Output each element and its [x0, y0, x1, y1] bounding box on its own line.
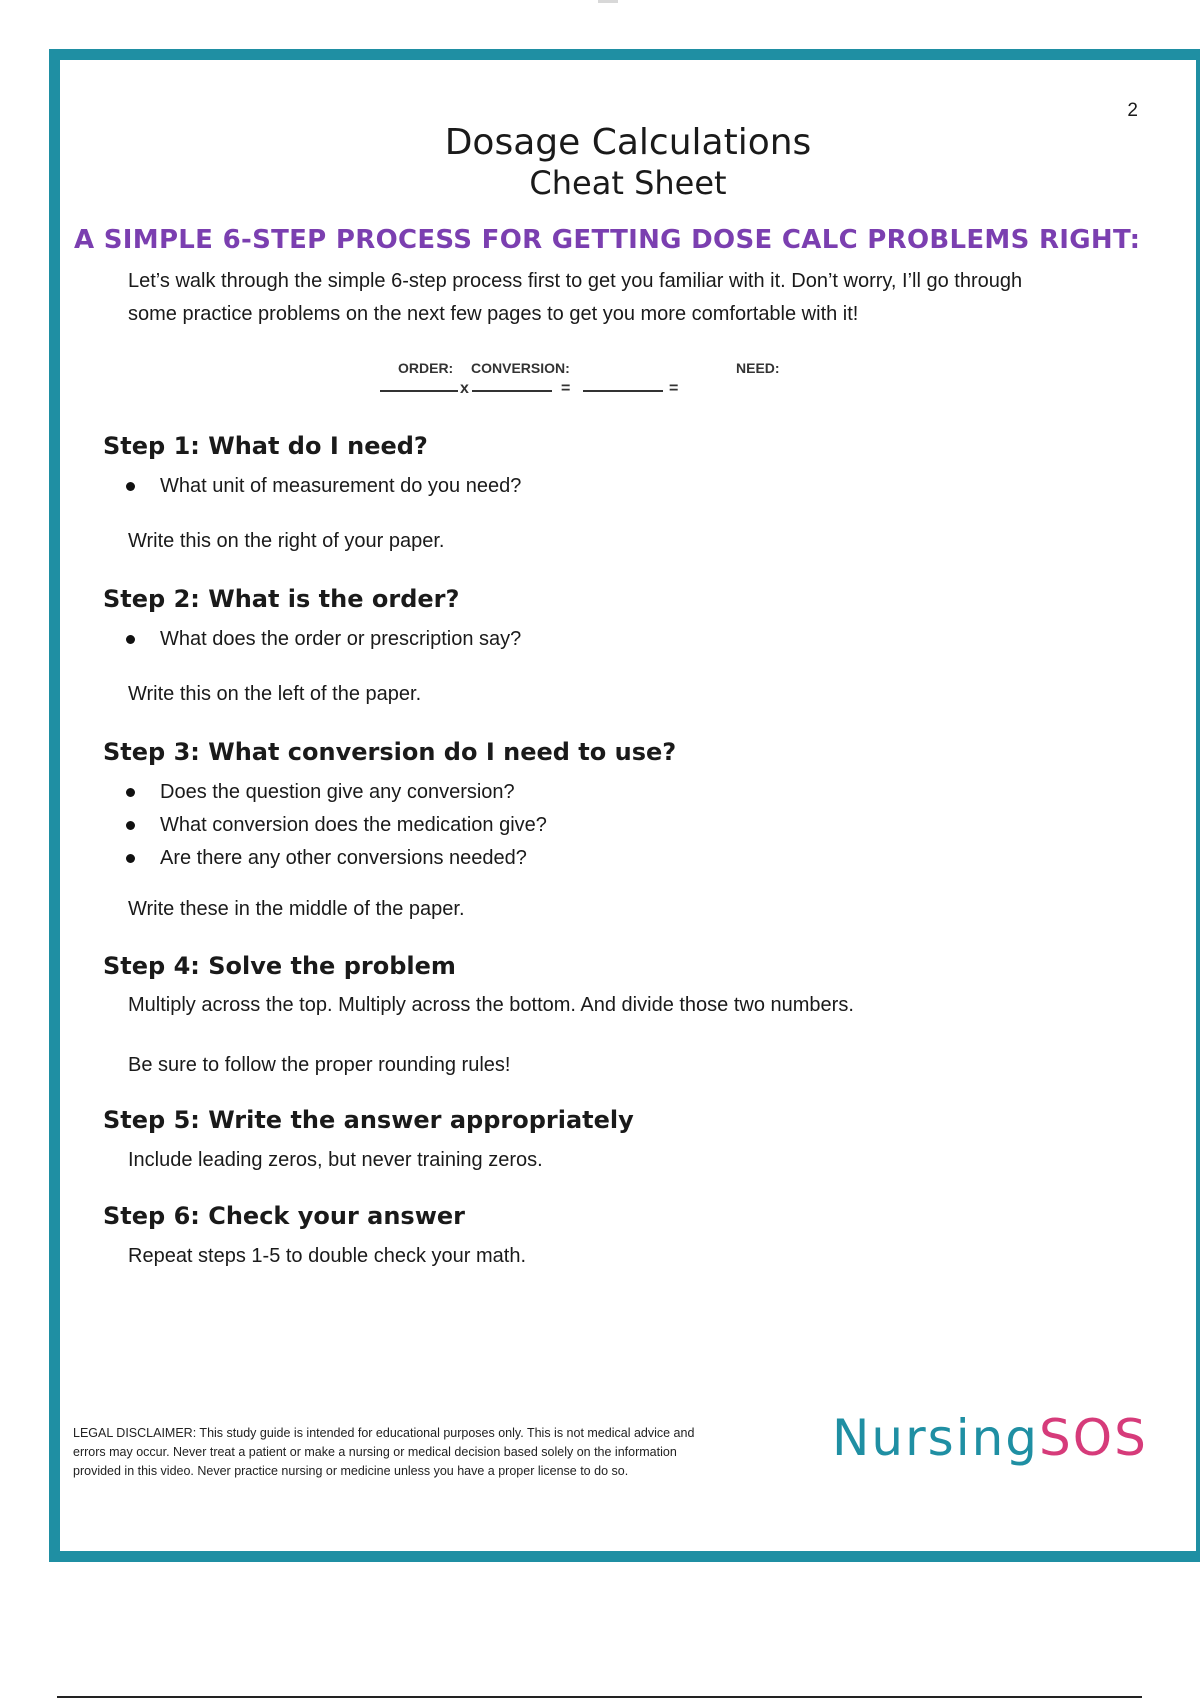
- bullet-item: Are there any other conversions needed?: [123, 842, 547, 875]
- step-2-heading: Step 2: What is the order?: [103, 585, 460, 613]
- step-4-heading: Step 4: Solve the problem: [103, 952, 456, 980]
- step-3-bullets: [123, 776, 547, 875]
- page-subtitle: Cheat Sheet: [529, 164, 727, 202]
- bullet-item: What does the order or prescription say?: [123, 623, 521, 656]
- intro-line: Let’s walk through the simple 6-step process first to get you familiar with it. Don’t worry, I’ll go through: [128, 270, 1023, 292]
- page-number: 2: [1127, 100, 1138, 121]
- need-label: NEED:: [736, 360, 780, 376]
- result-blank-line: [583, 390, 663, 392]
- logo-text-nursing: Nursing: [832, 1409, 1040, 1467]
- disclaimer-line: LEGAL DISCLAIMER: This study guide is intended for educational purposes only. This is not medical advice and: [73, 1426, 695, 1440]
- dimensional-analysis-template: [60, 360, 1196, 430]
- step-2-bullets: [123, 623, 521, 656]
- legal-disclaimer: [73, 1424, 783, 1481]
- conversion-label: CONVERSION:: [471, 360, 570, 376]
- nursingsos-logo: [832, 1410, 1148, 1466]
- step-1-heading: Step 1: What do I need?: [103, 432, 428, 460]
- page-title: Dosage Calculations: [444, 122, 812, 163]
- bullet-item: What conversion does the medication give?: [123, 809, 547, 842]
- step-6-heading: Step 6: Check your answer: [103, 1202, 466, 1230]
- step-3-heading: Step 3: What conversion do I need to use?: [103, 738, 677, 766]
- step-1-note: Write this on the right of your paper.: [128, 530, 445, 552]
- step-6-note: Repeat steps 1-5 to double check your math.: [128, 1245, 527, 1267]
- equals-symbol: =: [669, 380, 679, 397]
- disclaimer-line: provided in this video. Never practice nursing or medicine unless you have a proper license to do so.: [73, 1464, 629, 1478]
- logo-text-sos: SOS: [1039, 1409, 1148, 1467]
- step-4-note: Multiply across the top. Multiply across the bottom. And divide those two numbers.: [128, 994, 854, 1016]
- order-label: ORDER:: [398, 360, 454, 376]
- equals-symbol: =: [561, 380, 571, 397]
- conversion-blank-line: [472, 390, 552, 392]
- bullet-item: What unit of measurement do you need?: [123, 470, 521, 503]
- step-4-note: Be sure to follow the proper rounding rules!: [128, 1054, 511, 1076]
- intro-line: some practice problems on the next few pages to get you more comfortable with it!: [128, 303, 859, 325]
- bullet-item: Does the question give any conversion?: [123, 776, 547, 809]
- times-symbol: x: [460, 380, 469, 397]
- step-1-bullets: [123, 470, 521, 503]
- step-3-note: Write these in the middle of the paper.: [128, 898, 465, 920]
- top-edge-mark: [598, 0, 618, 3]
- bottom-divider: [57, 1696, 1142, 1698]
- step-5-heading: Step 5: Write the answer appropriately: [103, 1106, 634, 1134]
- step-2-note: Write this on the left of the paper.: [128, 683, 422, 705]
- order-blank-line: [380, 390, 458, 392]
- intro-paragraph: [128, 265, 1138, 331]
- disclaimer-line: errors may occur. Never treat a patient or make a nursing or medical decision based solely on the information: [73, 1445, 677, 1459]
- cheat-sheet-page: [49, 49, 1200, 1562]
- step-5-note: Include leading zeros, but never training zeros.: [128, 1149, 543, 1171]
- process-banner: A SIMPLE 6-STEP PROCESS FOR GETTING DOSE CALC PROBLEMS RIGHT:: [74, 225, 1141, 255]
